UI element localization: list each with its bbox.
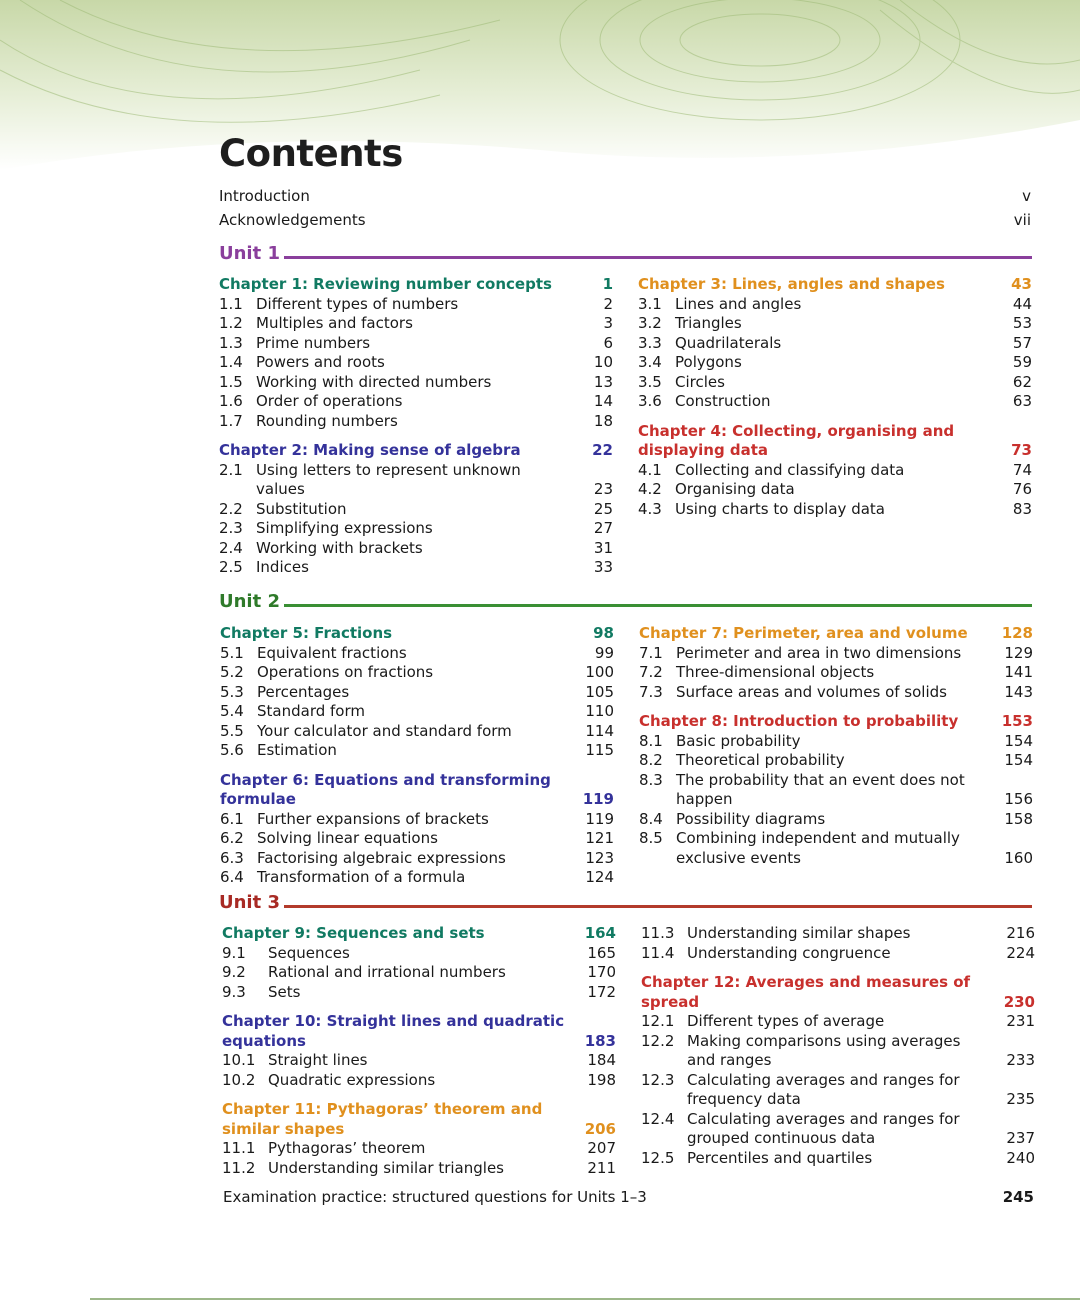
toc-section[interactable]: 4.2 Organising data 76 [638,480,1032,498]
toc-section[interactable]: 7.2 Three-dimensional objects 141 [639,663,1033,681]
toc-section[interactable]: 9.3 Sets 172 [222,982,616,1001]
toc-section[interactable]: 1.4 Powers and roots 10 [219,353,613,371]
toc-section[interactable]: 1.6 Order of operations 14 [219,392,613,410]
toc-section[interactable]: 1.3 Prime numbers 6 [219,333,613,352]
toc-chapter[interactable]: Chapter 5: Fractions 98 [220,624,614,642]
toc-section[interactable]: 1.5 Working with directed numbers 13 [219,372,613,391]
unit-2-left-column [220,624,614,888]
toc-section[interactable]: 12.2 Making comparisons using averages and ranges 233 [641,1031,1035,1069]
frontmatter-item-introduction[interactable] [219,187,1031,209]
toc-section[interactable]: 3.2 Triangles 53 [638,314,1032,332]
toc-section[interactable]: 8.5 Combining independent and mutually exclusive events 160 [639,829,1033,867]
toc-chapter[interactable]: Chapter 6: Equations and transforming formulae 119 [220,770,614,808]
toc-section[interactable]: 3.5 Circles 62 [638,372,1032,391]
toc-section[interactable]: 5.1 Equivalent fractions 99 [220,643,614,662]
toc-section[interactable]: 8.4 Possibility diagrams 158 [639,809,1033,828]
toc-section[interactable]: 5.6 Estimation 115 [220,741,614,759]
toc-section[interactable]: 11.2 Understanding similar triangles 211 [222,1158,616,1177]
frontmatter-title: Acknowledgements [219,211,366,229]
toc-section[interactable]: 10.2 Quadratic expressions 198 [222,1070,616,1089]
toc-chapter[interactable]: Chapter 10: Straight lines and quadratic equations 183 [222,1012,616,1050]
toc-chapter[interactable]: Chapter 4: Collecting, organising and displaying data 73 [638,421,1032,459]
toc-chapter[interactable]: Chapter 2: Making sense of algebra 22 [219,441,613,459]
header-decoration [0,0,1080,200]
toc-section[interactable]: 7.1 Perimeter and area in two dimensions 129 [639,643,1033,662]
toc-section[interactable]: 3.6 Construction 63 [638,392,1032,410]
toc-section[interactable]: 2.1 Using letters to represent unknown values 23 [219,460,613,498]
unit-1-right-column [638,275,1032,519]
unit-rule [284,604,1032,607]
unit-3-left-column [222,924,616,1178]
toc-chapter[interactable]: Chapter 7: Perimeter, area and volume 128 [639,624,1033,642]
toc-chapter[interactable]: Chapter 8: Introduction to probability 153 [639,712,1033,730]
unit-1-heading [219,243,1032,267]
toc-section[interactable]: 7.3 Surface areas and volumes of solids 143 [639,682,1033,701]
toc-section[interactable]: 4.1 Collecting and classifying data 74 [638,460,1032,479]
toc-section[interactable]: 2.2 Substitution 25 [219,499,613,518]
toc-section[interactable]: 3.3 Quadrilaterals 57 [638,333,1032,352]
toc-section[interactable]: 11.3 Understanding similar shapes 216 [641,924,1035,942]
toc-section[interactable]: 5.4 Standard form 110 [220,702,614,720]
page-title: Contents [219,132,403,175]
toc-section[interactable]: 2.4 Working with brackets 31 [219,538,613,557]
toc-section[interactable]: 5.3 Percentages 105 [220,682,614,701]
frontmatter-item-acknowledgements[interactable] [219,211,1031,233]
toc-section[interactable]: 4.3 Using charts to display data 83 [638,499,1032,518]
frontmatter-title: Introduction [219,187,310,205]
exam-title: Examination practice: structured questions for Units 1–3 [223,1188,647,1206]
unit-3-heading [219,892,1032,916]
toc-section[interactable]: 2.3 Simplifying expressions 27 [219,519,613,537]
toc-section[interactable]: 1.7 Rounding numbers 18 [219,411,613,430]
exam-page: 245 [1002,1188,1034,1206]
unit-label: Unit 1 [219,243,280,264]
unit-rule [284,256,1032,259]
toc-section[interactable]: 6.4 Transformation of a formula 124 [220,868,614,886]
toc-section[interactable]: 11.4 Understanding congruence 224 [641,943,1035,962]
toc-chapter[interactable]: Chapter 9: Sequences and sets 164 [222,924,616,942]
unit-rule [284,905,1032,908]
toc-section[interactable]: 5.2 Operations on fractions 100 [220,663,614,681]
frontmatter-page: v [1022,187,1031,205]
toc-section[interactable]: 1.1 Different types of numbers 2 [219,294,613,313]
toc-section[interactable]: 8.1 Basic probability 154 [639,731,1033,750]
unit-2-heading [219,591,1032,615]
toc-section[interactable]: 6.3 Factorising algebraic expressions 123 [220,848,614,867]
toc-section[interactable]: 6.1 Further expansions of brackets 119 [220,809,614,828]
unit-3-right-column [641,924,1035,1168]
toc-chapter[interactable]: Chapter 11: Pythagoras’ theorem and similar shapes 206 [222,1100,616,1138]
toc-section[interactable]: 3.1 Lines and angles 44 [638,294,1032,313]
toc-chapter[interactable]: Chapter 1: Reviewing number concepts 1 [219,275,613,293]
unit-label: Unit 2 [219,591,280,612]
toc-section[interactable]: 12.5 Percentiles and quartiles 240 [641,1148,1035,1167]
toc-section[interactable]: 12.4 Calculating averages and ranges for grouped continuous data 237 [641,1109,1035,1147]
toc-chapter[interactable]: Chapter 12: Averages and measures of spread 230 [641,973,1035,1011]
unit-2-right-column [639,624,1033,868]
toc-section[interactable]: 10.1 Straight lines 184 [222,1051,616,1069]
toc-section[interactable]: 2.5 Indices 33 [219,558,613,576]
unit-label: Unit 3 [219,892,280,913]
toc-section[interactable]: 5.5 Your calculator and standard form 114 [220,721,614,740]
toc-section[interactable]: 1.2 Multiples and factors 3 [219,314,613,332]
toc-section[interactable]: 11.1 Pythagoras’ theorem 207 [222,1139,616,1157]
frontmatter-page: vii [1013,211,1031,229]
toc-section[interactable]: 8.3 The probability that an event does not happen 156 [639,770,1033,808]
toc-section[interactable]: 12.1 Different types of average 231 [641,1012,1035,1030]
toc-section[interactable]: 8.2 Theoretical probability 154 [639,751,1033,769]
bottom-divider [90,1298,1080,1300]
toc-section[interactable]: 3.4 Polygons 59 [638,353,1032,371]
unit-1-left-column [219,275,613,578]
toc-section[interactable]: 12.3 Calculating averages and ranges for frequency data 235 [641,1070,1035,1108]
toc-section[interactable]: 6.2 Solving linear equations 121 [220,829,614,847]
toc-section[interactable]: 9.1 Sequences 165 [222,943,616,962]
exam-practice-entry[interactable] [223,1188,1034,1210]
toc-chapter[interactable]: Chapter 3: Lines, angles and shapes 43 [638,275,1032,293]
toc-section[interactable]: 9.2 Rational and irrational numbers 170 [222,963,616,981]
